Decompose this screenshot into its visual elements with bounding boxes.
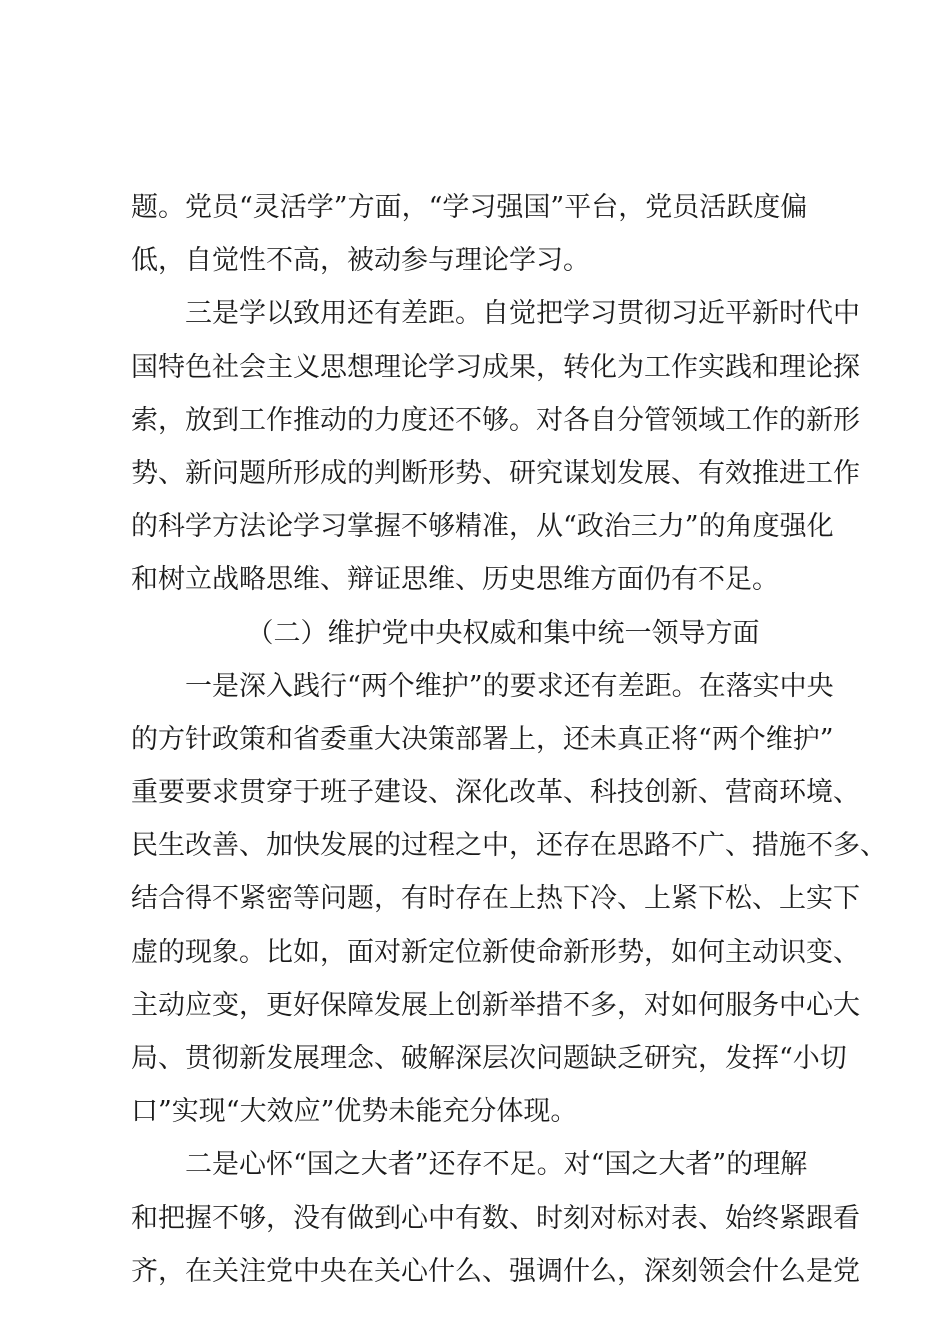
text-line: 局、贯彻新发展理念、破解深层次问题缺乏研究，发挥“小切 xyxy=(131,1043,847,1074)
text-line: 民生改善、加快发展的过程之中，还存在思路不广、措施不多、 xyxy=(131,830,887,862)
text-line: 势、新问题所形成的判断形势、研究谋划发展、有效推进工作 xyxy=(131,457,860,489)
section-heading: （二）维护党中央权威和集中统一领导方面 xyxy=(246,617,760,649)
document-body xyxy=(131,181,887,1298)
text-line: 和树立战略思维、辩证思维、历史思维方面仍有不足。 xyxy=(131,564,779,596)
text-line: 齐，在关注党中央在关心什么、强调什么，深刻领会什么是党 xyxy=(131,1255,860,1287)
text-line: 的科学方法论学习掌握不够精准，从“政治三力”的角度强化 xyxy=(131,511,834,543)
paragraph-start-line: 一是深入践行“两个维护”的要求还有差距。在落实中央 xyxy=(185,670,834,702)
text-line: 虚的现象。比如，面对新定位新使命新形势，如何主动识变、 xyxy=(131,936,860,968)
paragraph-start-line: 三是学以致用还有差距。自觉把学习贯彻习近平新时代中 xyxy=(185,298,860,330)
text-line: 国特色社会主义思想理论学习成果，转化为工作实践和理论探 xyxy=(131,351,860,383)
text-line: 重要要求贯穿于班子建设、深化改革、科技创新、营商环境、 xyxy=(131,777,860,809)
text-line: 主动应变，更好保障发展上创新举措不多，对如何服务中心大 xyxy=(131,989,860,1021)
text-line: 和把握不够，没有做到心中有数、时刻对标对表、始终紧跟看 xyxy=(131,1202,860,1234)
text-line: 题。党员“灵活学”方面，“学习强国”平台，党员活跃度偏 xyxy=(131,192,808,223)
text-line: 结合得不紧密等问题，有时存在上热下冷、上紧下松、上实下 xyxy=(131,883,860,915)
paragraph-start-line: 二是心怀“国之大者”还存不足。对“国之大者”的理解 xyxy=(185,1149,808,1181)
text-line: 低，自觉性不高，被动参与理论学习。 xyxy=(131,245,590,277)
text-line: 索，放到工作推动的力度还不够。对各自分管领域工作的新形 xyxy=(131,404,860,436)
text-line: 口”实现“大效应”优势未能充分体现。 xyxy=(131,1096,578,1128)
text-line: 的方针政策和省委重大决策部署上，还未真正将“两个维护” xyxy=(131,723,834,755)
